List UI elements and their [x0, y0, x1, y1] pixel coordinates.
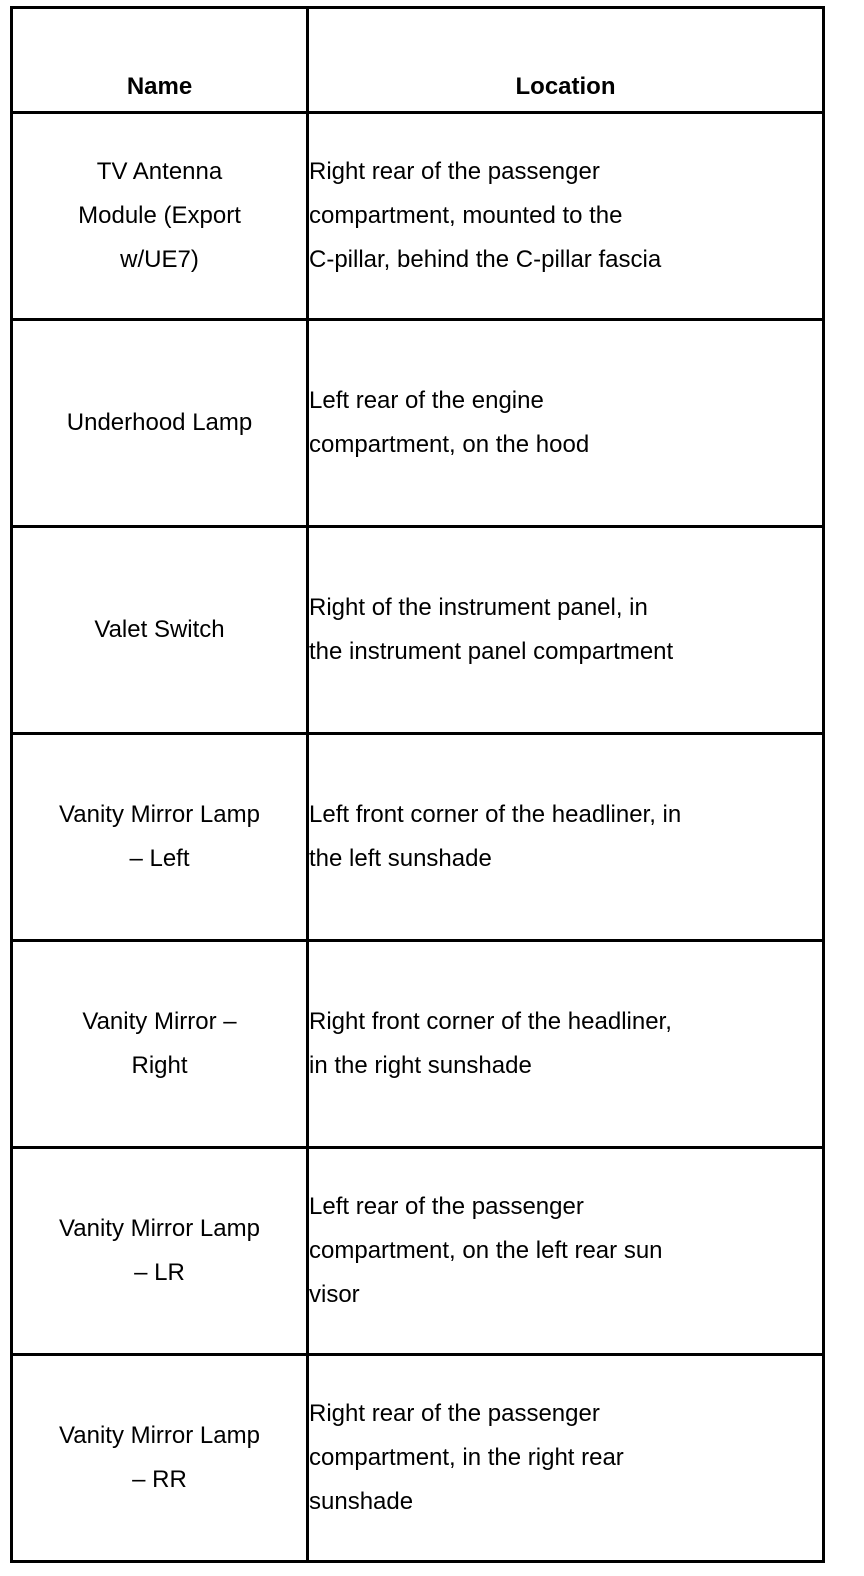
component-location: Right rear of the passenger compartment, in the right rear sunshade — [309, 1400, 624, 1515]
component-name: Valet Switch — [94, 616, 225, 643]
component-location: Left rear of the engine compartment, on the hood — [309, 387, 590, 458]
component-location-cell — [308, 734, 824, 941]
table-row — [12, 734, 824, 941]
table-header-row — [12, 8, 824, 113]
component-name-cell — [12, 941, 308, 1148]
component-location-cell — [308, 113, 824, 320]
component-name-cell — [12, 1148, 308, 1355]
component-name: Vanity Mirror Lamp – RR — [59, 1422, 260, 1493]
column-header-name: Name — [12, 8, 308, 113]
column-header-location: Location — [308, 8, 824, 113]
component-name-cell — [12, 1355, 308, 1562]
component-name-cell — [12, 320, 308, 527]
component-name-cell — [12, 113, 308, 320]
table-row — [12, 113, 824, 320]
component-location: Right of the instrument panel, in the instrument panel compartment — [309, 594, 674, 665]
component-location-cell — [308, 1355, 824, 1562]
table-row — [12, 1148, 824, 1355]
table-row — [12, 1355, 824, 1562]
component-location: Right front corner of the headliner, in the right sunshade — [309, 1008, 672, 1079]
component-location-table — [10, 6, 825, 1563]
component-location-cell — [308, 941, 824, 1148]
component-location: Right rear of the passenger compartment, mounted to the C-pillar, behind the C-pillar fascia — [309, 158, 662, 273]
component-name: Vanity Mirror – Right — [82, 1008, 237, 1079]
component-location: Left front corner of the headliner, in the left sunshade — [309, 801, 682, 872]
component-name-cell — [12, 527, 308, 734]
component-location: Left rear of the passenger compartment, on the left rear sun visor — [309, 1193, 663, 1308]
component-location-cell — [308, 320, 824, 527]
component-name: TV Antenna Module (Export w/UE7) — [78, 158, 241, 273]
table-row — [12, 527, 824, 734]
component-name: Vanity Mirror Lamp – Left — [59, 801, 260, 872]
component-name: Vanity Mirror Lamp – LR — [59, 1215, 260, 1286]
table-row — [12, 320, 824, 527]
component-name-cell — [12, 734, 308, 941]
component-name: Underhood Lamp — [66, 409, 253, 436]
component-location-cell — [308, 527, 824, 734]
table-row — [12, 941, 824, 1148]
component-location-cell — [308, 1148, 824, 1355]
